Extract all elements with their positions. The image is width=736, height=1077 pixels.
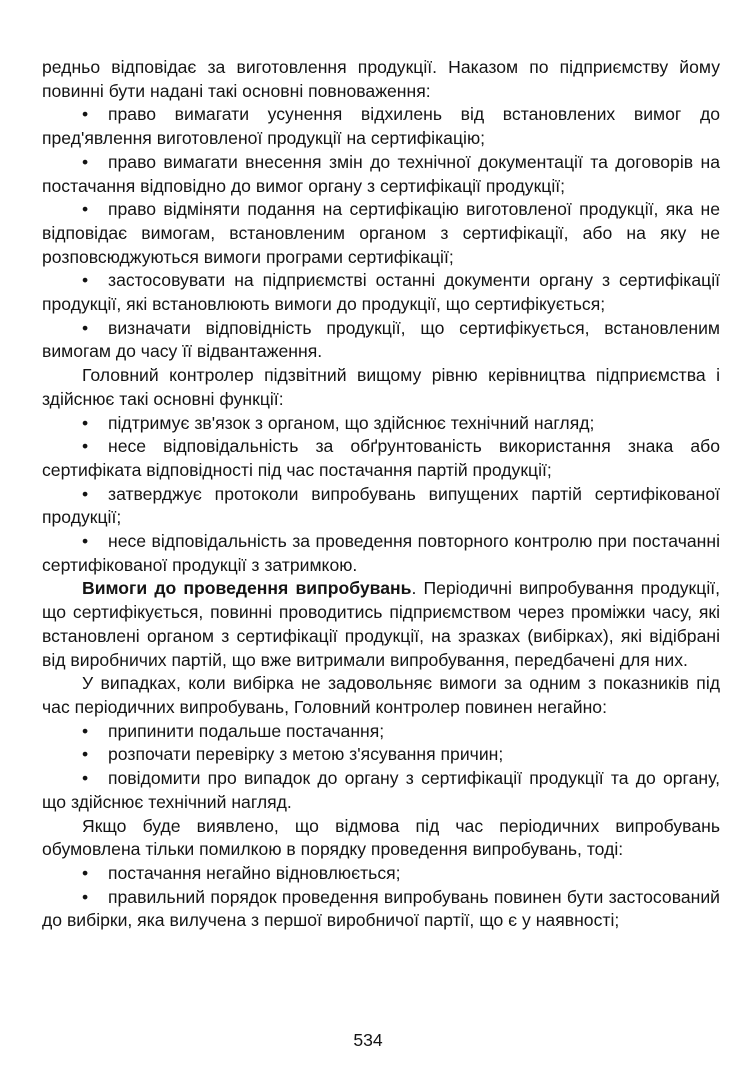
bullet-text: право вимагати внесення змін до технічної документації та договорів на постачання відповідно до вимог органу з сертифікації продукції; (42, 151, 720, 196)
bullet-icon: • (82, 270, 89, 291)
bullet-text: припинити подальше постачання; (108, 720, 385, 741)
bullet-icon: • (82, 436, 89, 457)
bullet-item (42, 198, 720, 269)
bullet-icon: • (82, 412, 89, 433)
bullet-icon: • (82, 531, 89, 552)
bullet-item (42, 103, 720, 150)
bullet-item (42, 743, 720, 767)
bullet-text: право відміняти подання на сертифікацію виготовленої продукції, яка не відповідає вимогам, встановленим органом з сертифікації, або на яку не розповсюджуються вимоги програми сертифікації; (42, 199, 720, 267)
bullet-icon: • (82, 886, 89, 907)
bullet-item (42, 483, 720, 530)
bullet-text: право вимагати усунення відхилень від встановлених вимог до пред'явлення виготовленої продукції на сертифікацію; (42, 104, 720, 149)
paragraph: Якщо буде виявлено, що відмова під час періодичних випробувань обумовлена тільки помилкою в порядку проведення випробувань, тоді: (42, 815, 720, 860)
paragraph: У випадках, коли вибірка не задовольняє вимоги за одним з показників під час періодичних випробувань, Головний контролер повинен негайно: (42, 673, 720, 717)
bullet-text: постачання негайно відновлюється; (108, 862, 401, 883)
bullet-text: розпочати перевірку з метою з'ясування причин; (108, 744, 504, 765)
bullet-icon: • (82, 744, 89, 765)
bullet-icon: • (82, 483, 89, 504)
bullet-item (42, 530, 720, 577)
bullet-icon: • (82, 768, 89, 789)
bullet-text: визначати відповідність продукції, що сертифікується, встановленим вимогам до часу її відвантаження. (42, 317, 720, 362)
bullet-text: правильний порядок проведення випробувань повинен бути застосований до вибірки, яка вилучена з першої виробничої партії, що є у наявності; (42, 886, 720, 931)
paragraph: Головний контролер підзвітний вищому рівню керівництва підприємства і здійснює такі основні функції: (42, 365, 720, 409)
bullet-text: застосовувати на підприємстві останні документи органу з сертифікації продукції, які встановлюють вимоги до продукції, що сертифікується; (42, 270, 720, 315)
bullet-item (42, 412, 720, 436)
bullet-text: несе відповідальність за проведення повторного контролю при постачанні сертифікованої продукції з затримкою. (42, 531, 720, 575)
bullet-item (42, 435, 720, 482)
bullet-icon: • (82, 151, 89, 172)
bullet-text: повідомити про випадок до органу з сертифікації продукції та до органу, що здійснює технічний нагляд. (42, 768, 720, 812)
bullet-item (42, 269, 720, 316)
paragraph: редньо відповідає за виготовлення продукції. Наказом по підприємству йому повинні бути надані такі основні повноваження: (42, 57, 720, 101)
paragraph (42, 577, 720, 672)
page-body (42, 56, 720, 933)
bullet-item (42, 317, 720, 364)
page-number: 534 (353, 1030, 383, 1050)
bullet-icon: • (82, 317, 89, 338)
bullet-text: підтримує зв'язок з органом, що здійснює технічний нагляд; (108, 412, 595, 433)
paragraph-text: . Періодичні випробування продукції, що сертифікується, повинні проводитись підприємством через проміжки часу, які встановлені органом з сертифікації продукції, на зразках (вибірках), які відібрані від виробничих партій, що вже витримали випробування, передбачені для них. (42, 578, 720, 670)
bullet-item (42, 862, 720, 886)
bullet-icon: • (82, 862, 89, 883)
section-heading: Вимоги до проведення випробувань (82, 578, 412, 599)
bullet-icon: • (82, 199, 89, 220)
bullet-item (42, 720, 720, 744)
bullet-item (42, 886, 720, 933)
bullet-icon: • (82, 104, 89, 125)
bullet-item (42, 151, 720, 198)
bullet-text: несе відповідальність за обґрунтованість використання знака або сертифіката відповідності під час постачання партій продукції; (42, 436, 720, 480)
bullet-icon: • (82, 720, 89, 741)
bullet-text: затверджує протоколи випробувань випущених партій сертифікованої продукції; (42, 483, 720, 528)
bullet-item (42, 767, 720, 814)
